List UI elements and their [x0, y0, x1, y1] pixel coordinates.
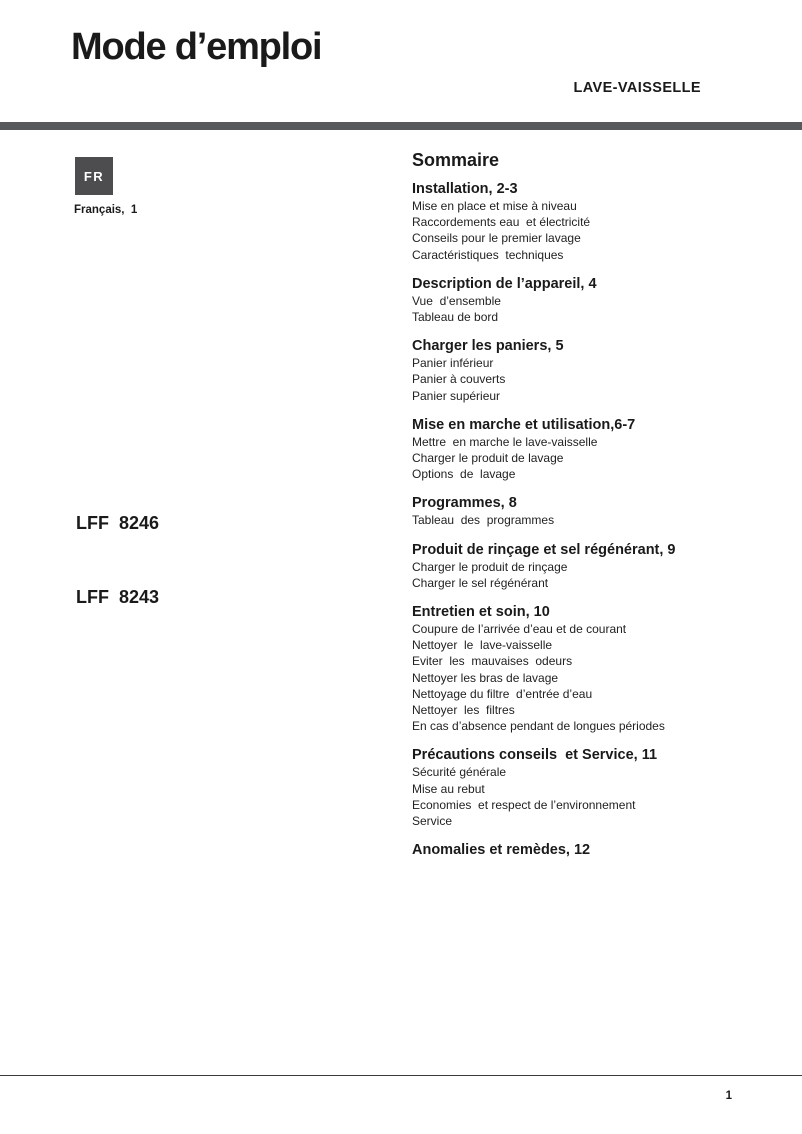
toc-item: Caractéristiques techniques: [412, 247, 564, 262]
toc-item: Options de lavage: [412, 467, 516, 482]
toc-item: Service: [412, 814, 453, 829]
language-badge: FR: [75, 157, 113, 195]
toc-section: [412, 275, 792, 325]
toc-item: Nettoyer les filtres: [412, 703, 515, 718]
toc-item: Sécurité générale: [412, 765, 507, 780]
toc-section-heading: Description de l’appareil, 4: [412, 275, 597, 292]
toc-item: Tableau de bord: [412, 310, 499, 325]
toc-item: Panier inférieur: [412, 356, 494, 371]
toc-section-heading: Mise en marche et utilisation,6-7: [412, 416, 636, 433]
toc-item: Charger le sel régénérant: [412, 575, 549, 590]
toc-item: Economies et respect de l’environnement: [412, 797, 636, 812]
toc-item: Mettre en marche le lave-vaisselle: [412, 434, 598, 449]
toc-section: [412, 603, 792, 734]
toc-item: Charger le produit de lavage: [412, 451, 564, 466]
language-label: Français, 1: [74, 204, 138, 216]
toc-section-heading: Charger les paniers, 5: [412, 338, 564, 355]
toc-section-heading: Programmes, 8: [412, 495, 517, 512]
toc-item: Nettoyer les bras de lavage: [412, 670, 559, 685]
toc-section: [412, 541, 792, 591]
model-number: LFF 8246: [76, 513, 160, 533]
toc-item: Charger le produit de rinçage: [412, 559, 568, 574]
toc-item: Nettoyage du filtre d’entrée d’eau: [412, 686, 593, 701]
toc-section: [412, 746, 792, 829]
page-number: 1: [725, 1090, 732, 1102]
toc-item: Nettoyer le lave-vaisselle: [412, 638, 553, 653]
toc-item: Mise en place et mise à niveau: [412, 199, 577, 213]
toc-section-heading: Produit de rinçage et sel régénérant, 9: [412, 541, 676, 558]
toc-section: [412, 337, 792, 404]
toc-item: Vue d’ensemble: [412, 293, 501, 308]
table-of-contents: [412, 148, 792, 871]
footer-divider: [0, 1075, 802, 1076]
toc-item: Eviter les mauvaises odeurs: [412, 654, 573, 669]
model-list: [76, 470, 159, 639]
toc-section: [412, 841, 792, 859]
toc-item: Conseils pour le premier lavage: [412, 231, 581, 246]
header-divider: [0, 122, 802, 130]
model-number: LFF 8243: [76, 587, 160, 607]
toc-item: Tableau des programmes: [412, 513, 555, 528]
toc-section-heading: Installation, 2-3: [412, 181, 518, 197]
toc-item: Raccordements eau et électricité: [412, 215, 591, 230]
product-category: LAVE-VAISSELLE: [573, 80, 701, 96]
toc-section-heading: Anomalies et remèdes, 12: [412, 842, 591, 859]
toc-section: [412, 416, 792, 483]
toc-title: Sommaire: [412, 150, 500, 170]
toc-item: En cas d’absence pendant de longues périodes: [412, 719, 665, 734]
toc-section: [412, 180, 792, 263]
page-title: Mode d’emploi: [71, 26, 322, 68]
toc-section-heading: Précautions conseils et Service, 11: [412, 747, 658, 764]
toc-item: Panier supérieur: [412, 388, 501, 403]
toc-section: [412, 494, 792, 528]
toc-section-heading: Entretien et soin, 10: [412, 604, 550, 621]
toc-item: Mise au rebut: [412, 781, 485, 796]
toc-item: Panier à couverts: [412, 372, 506, 387]
toc-item: Coupure de l’arrivée d’eau et de courant: [412, 622, 627, 637]
